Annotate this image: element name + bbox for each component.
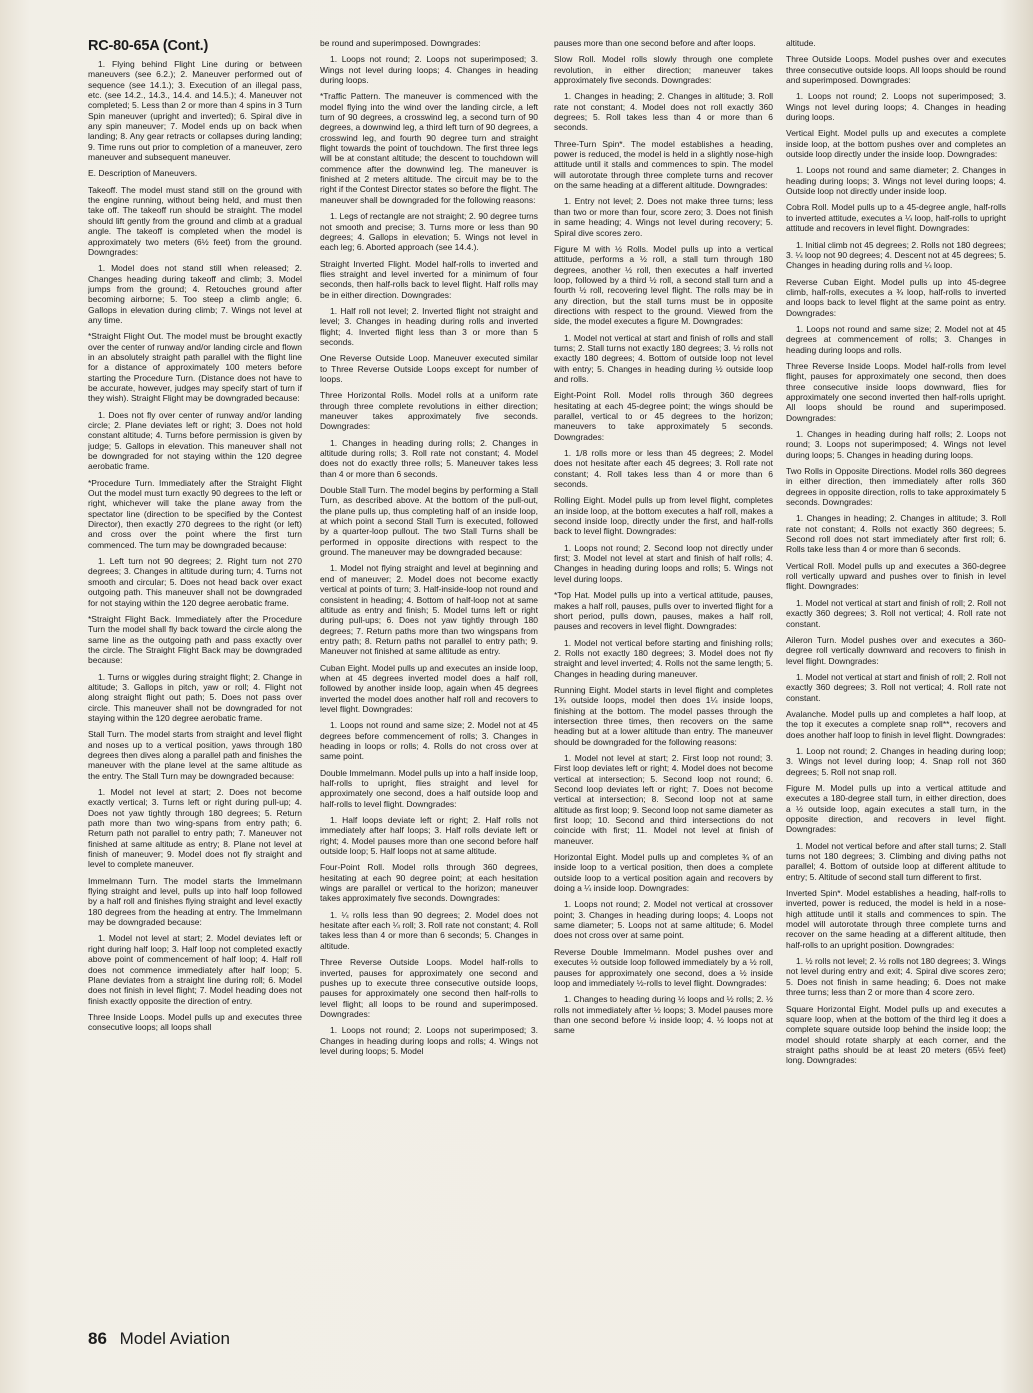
paragraph: 1. Initial climb not 45 degrees; 2. Rolls not 180 degrees; 3. ¼ loop not 90 degrees; 4. Descent not at 45 degrees; 5. Changes in heading during rolls and ¼ loop.	[786, 239, 1006, 271]
paragraph: 1. ½ rolls not level; 2. ½ rolls not 180 degrees; 3. Wings not level during entry and exit; 4. Spiral dive scores zero; 5. Does not finish in same heading; 6. Does not make three turns; less than 2 or more than 4 score zero.	[786, 956, 1006, 998]
paragraph: Cobra Roll. Model pulls up to a 45-degree angle, half-rolls to inverted attitude, executes a ¼ loop, half-rolls to upright attitude and recovers in level flight. Downgrades:	[786, 202, 1006, 234]
paragraph: 1. ¼ rolls less than 90 degrees; 2. Model does not hesitate after each ¼ roll; 3. Roll rate not constant; 4. Roll takes less than 4 or more than 6 seconds; 5. Changes in altitude.	[320, 909, 538, 951]
paragraph: 1. Left turn not 90 degrees; 2. Right turn not 270 degrees; 3. Changes in altitude during turn; 4. Turns not smooth and circular; 5. Does not head back over exact outgoing path. This maneuver shall not be downgraded for not staying within the 120 degree aerobatic frame.	[88, 556, 302, 608]
paragraph: 1. Does not fly over center of runway and/or landing circle; 2. Plane deviates left or right; 3. Does not hold constant altitude; 4. Turns before permission is given by judge; 5. Gallops in elevation. This maneuver shall not be downgraded for not staying within the 120 degree aerobatic frame.	[88, 409, 302, 472]
paragraph: Vertical Eight. Model pulls up and executes a complete inside loop, at the bottom pushes over and completes an outside loop directly under the inside loop. Downgrades:	[786, 128, 1006, 160]
paragraph: 1. Half loops deviate left or right; 2. Half rolls not immediately after half loops; 3. Half rolls deviate left or right; 4. Model pauses more than one second before half outside loop; 5. Half loops not at same altitude.	[320, 815, 538, 857]
paragraph: Figure M with ½ Rolls. Model pulls up into a vertical attitude, performs a ½ roll, a stall turn through 180 degrees, another ½ roll, then executes a half inverted loop, followed by a third ½ roll, a second stall turn and a fourth ½ roll, recovering level flight. The rolls may be in any direction, but the stall turns must be in opposite directions with respect to the ground. Viewed from the side, the model executes a figure M. Downgrades:	[554, 243, 773, 327]
paragraph: 1. Model not vertical at start and finish of rolls and stall turns; 2. Stall turns not exactly 180 degrees; 3. ½ rolls not exactly 180 degrees; 4. Bottom of outside loop not level with entry; 5. Changes in heading during ½ outside loop and rolls.	[554, 332, 773, 384]
paragraph: Vertical Roll. Model pulls up and executes a 360-degree roll vertically upward and pushes over to finish in level flight. Downgrades:	[786, 560, 1006, 592]
paragraph: Reverse Double Immelmann. Model pushes over and executes ½ outside loop followed immediately by a ½ roll, pauses for approximately one second, does a ½ inside loop and immediately ½-rolls to level flight. Downgrades:	[554, 946, 773, 988]
paragraph: 1. Loops not round; 2. Loops not superimposed; 3. Wings not level during loops; 4. Changes in heading during loops.	[320, 54, 538, 86]
paragraph: Reverse Cuban Eight. Model pulls up into 45-degree climb, half-rolls, executes a ¾ loop, half-rolls to inverted and loops back to level flight at the same point as entry. Downgrades:	[786, 276, 1006, 318]
text-column-3	[554, 38, 773, 1328]
paragraph: Running Eight. Model starts in level flight and completes 1¾ outside loops, model then does 1¼ inside loops, finishing at the bottom. The model passes through the intersection three times, then recovers on the same heading but at a lower altitude than entry. The maneuver should be downgraded for the following reasons:	[554, 684, 773, 747]
paragraph: Two Rolls in Opposite Directions. Model rolls 360 degrees in either direction, then immediately after rolls 360 degrees in opposite direction, rolls to take approximately 5 seconds. Downgrades:	[786, 466, 1006, 508]
paragraph: 1. Model not level at start; 2. Model deviates left or right during half loop; 3. Half loop not completed exactly above point of commencement of half loop; 4. Half roll does not commence immediately after half loop; 5. Plane deviates from a straight line during roll; 6. Model does not finish in level flight; 7. Model heading does not finish exactly opposite the direction of entry.	[88, 933, 302, 1006]
paragraph: Stall Turn. The model starts from straight and level flight and noses up to a vertical position, yaws through 180 degrees then dives along a parallel path and finishes the maneuver with the plane level at the same altitude as the entry. The Stall Turn may be downgraded because:	[88, 729, 302, 781]
paragraph: 1. Loops not round; 2. Model not vertical at crossover point; 3. Changes in heading during loops; 4. Loops not same diameter; 5. Loops not at same altitude; 6. Model does not cross over at same point.	[554, 899, 773, 941]
paragraph: Double Stall Turn. The model begins by performing a Stall Turn, as described above. At the bottom of the pull-out, the plane pulls up, thus completing half of an inside loop, at which point a second Stall Turn is executed, followed by a quarter-loop pullout. The two Stall Turns shall be performed in opposite directions with respect to the ground. The maneuver may be downgraded because:	[320, 485, 538, 558]
paragraph: Avalanche. Model pulls up and completes a half loop, at the top it executes a complete snap roll**, recovers and does another half loop to finish in level flight. Downgrades:	[786, 708, 1006, 740]
paragraph: 1. Loops not round and same diameter; 2. Changes in heading during loops; 3. Wings not level during loops; 4. Outside loop not directly under inside loop.	[786, 165, 1006, 197]
text-column-2	[320, 38, 538, 1328]
paragraph: Figure M. Model pulls up into a vertical attitude and executes a 180-degree stall turn, in either direction, does a ½ outside loop, again executes a stall turn, in the opposite direction, and recovers in level flight. Downgrades:	[786, 782, 1006, 835]
paragraph: E. Description of Maneuvers.	[88, 168, 198, 179]
paragraph: Three Reverse Inside Loops. Model half-rolls from level flight, pauses for approximately one second, then does three consecutive inside loops downward, flies for approximately one second inverted then half-rolls upright. All loops should be round and superimposed. Downgrades:	[786, 360, 1006, 423]
page-number: 86	[88, 1329, 107, 1348]
paragraph: 1. Model not level at start; 2. Does not become exactly vertical; 3. Turns left or right during pull-up; 4. Does not yaw tightly through 180 degrees; 5. Return path more than two wing-spans from entry path; 6. Return path not parallel to entry path; 7. Maneuver not finished at same altitude as entry; 8. Plane not level at finish of maneuver; 9. Model does not fly straight and level to complete maneuver.	[88, 787, 302, 870]
paragraph: Eight-Point Roll. Model rolls through 360 degrees hesitating at each 45-degree point; the wings should be parallel, vertical to or 45 degrees to the horizon; maneuvers to take approximately 5 seconds. Downgrades:	[554, 390, 773, 442]
paragraph: 1. Changes in heading; 2. Changes in altitude; 3. Roll rate not constant; 4. Model does not roll exactly 360 degrees; 5. Roll takes less than 4 or more than 6 seconds.	[554, 91, 773, 133]
paragraph: Three Reverse Outside Loops. Model half-rolls to inverted, pauses for approximately one second and pushes up to execute three consecutive outside loops, pauses for approximately one second then half-rolls to level flight; all loops to be round and superimposed. Downgrades:	[320, 957, 538, 1019]
paragraph: One Reverse Outside Loop. Maneuver executed similar to Three Reverse Outside Loops except for number of loops.	[320, 353, 538, 384]
paragraph: 1. Model not level at start; 2. First loop not round; 3. First loop deviates left or right; 4. Model does not become vertical at intersection; 5. Second loop not round; 6. Second loop deviates left or right; 7. Does not become vertical at intersection; 8. Second loop not at same altitude as first loop; 9. Second loop not same diameter as first loop; 10. Second and third intersections do not coincide with first; 11. Model not level at finish of maneuver.	[554, 752, 773, 846]
paragraph: *Top Hat. Model pulls up into a vertical attitude, pauses, makes a half roll, pauses, pulls over to inverted flight for a short period, pulls down, pauses, makes a half roll, pauses and recovers in level flight. Downgrades:	[554, 590, 773, 632]
paragraph: altitude.	[786, 38, 816, 48]
text-column-1	[88, 38, 302, 1328]
paragraph: Horizontal Eight. Model pulls up and completes ¾ of an inside loop to a vertical position, then does a complete outside loop to a vertical position again and recovers by doing a ¼ inside loop. Downgrades:	[554, 852, 773, 894]
paragraph: 1. Changes in heading; 2. Changes in altitude; 3. Roll rate not constant; 4. Rolls not exactly 360 degrees; 5. Second roll does not start immediately after first roll; 6. Rolls take less than 4 or more than 6 seconds.	[786, 513, 1006, 555]
paragraph: 1. Legs of rectangle are not straight; 2. 90 degree turns not smooth and precise; 3. Turns more or less than 90 degrees; 4. Gallops in elevation; 5. Wings not level in each leg; 6. Aborted approach (see 14.4.).	[320, 211, 538, 253]
paragraph: Cuban Eight. Model pulls up and executes an inside loop, when at 45 degrees inverted model does a half roll, followed by another inside loop, again when 45 degrees inverted the model does another half roll and recovers to level flight. Downgrades:	[320, 662, 538, 714]
paragraph: 1. Model not vertical before starting and finishing rolls; 2. Rolls not exactly 180 degrees; 3. Model does not fly straight and level inverted; 4. Rolls not the same length; 5. Changes in heading during maneuver.	[554, 637, 773, 679]
paragraph: *Procedure Turn. Immediately after the Straight Flight Out the model must turn exactly 90 degrees to the left or right, whichever will take the plane away from the spectator line (direction to be specified by the Contest Director), then exactly 270 degrees to the right (or left) and cross over the point where the first turn commenced. The turn may be downgraded because:	[88, 477, 302, 550]
paragraph: 1. Changes to heading during ½ loops and ½ rolls; 2. ½ rolls not immediately after ½ loops; 3. Model pauses more than one second before ½ inside loop; 4. ½ loops not at same	[554, 994, 773, 1036]
paragraph: Three-Turn Spin*. The model establishes a heading, power is reduced, the model is held in a slightly nose-high attitude until it stalls and commences to spin. The model will autorotate through three complete turns and recover on the same heading at a different altitude. Downgrades:	[554, 138, 773, 191]
paragraph: 1. Changes in heading during rolls; 2. Changes in altitude during rolls; 3. Roll rate not constant; 4. Model does not do exactly three rolls; 5. Maneuver takes less than 4 or more than 6 seconds.	[320, 437, 538, 479]
paragraph: Three Inside Loops. Model pulls up and executes three consecutive loops; all loops shall	[88, 1011, 302, 1033]
paragraph: Takeoff. The model must stand still on the ground with the engine running, without being held, and must then take off. The takeoff run should be straight. The model should lift gently from the ground and climb at a gradual angle. The takeoff is completed when the model is approximately two meters (6½ feet) from the ground. Downgrades:	[88, 184, 302, 257]
paragraph: 1. Changes in heading during half rolls; 2. Loops not round; 3. Loops not superimposed; 4. Wings not level during loops; 5. Changes in heading during loops.	[786, 429, 1006, 460]
paragraph: Immelmann Turn. The model starts the Immelmann flying straight and level, pulls up into half loop followed by a half roll and finishes flying straight and level exactly 180 degrees from the heading at entry. The Immelmann may be downgraded because:	[88, 875, 302, 928]
paragraph: 1. Model not vertical at start and finish of roll; 2. Roll not exactly 360 degrees; 3. Roll not vertical; 4. Roll rate not constant.	[786, 671, 1006, 703]
paragraph: 1. Loop not round; 2. Changes in heading during loop; 3. Wings not level during loop; 4. Snap roll not 360 degrees; 5. Roll not snap roll.	[786, 745, 1006, 777]
paragraph: 1. Loops not round; 2. Second loop not directly under first; 3. Model not level at start and finish of half rolls; 4. Changes in heading during loops and rolls; 5. Wings not level during loops.	[554, 542, 773, 584]
paragraph: Square Horizontal Eight. Model pulls up and executes a square loop, when at the bottom of the third leg it does a complete square outside loop behind the inside loop; the model should rotate sharply at each corner, and the straight paths should be at least 20 meters (65½ feet) long. Downgrades:	[786, 1003, 1006, 1066]
paragraph: Straight Inverted Flight. Model half-rolls to inverted and flies straight and level inverted for a minimum of four seconds, then half-rolls back to level flight. Half rolls may be in either direction. Downgrades:	[320, 258, 538, 300]
paragraph: 1. Turns or wiggles during straight flight; 2. Change in altitude; 3. Gallops in pitch, yaw or roll; 4. Flight not along straight flight out path; 5. Does not pass over circle. This maneuver shall not be downgraded for not staying within the 120 degree aerobatic frame.	[88, 671, 302, 723]
paragraph: 1. Loops not round; 2. Loops not superimposed; 3. Changes in heading during loops and rolls; 4. Wings not level during loops; 5. Model	[320, 1025, 538, 1056]
paragraph: Three Horizontal Rolls. Model rolls at a uniform rate through three complete revolutions in either direction; maneuver takes approximately five seconds. Downgrades:	[320, 390, 538, 432]
text-column-4	[786, 38, 1006, 1328]
paragraph: pauses more than one second before and after loops.	[554, 38, 756, 48]
paragraph: *Straight Flight Out. The model must be brought exactly over the center of runway and/or landing circle and flown in an absolutely straight path parallel with the flight line for a distance of approximately 100 meters before starting the Procedure Turn. (Distance does not have to be accurate, however, judges may specify start of turn if they wish). Straight Flight may be downgraded because:	[88, 331, 302, 404]
paragraph: Slow Roll. Model rolls slowly through one complete revolution, in either direction; maneuver takes approximately five seconds. Downgrades:	[554, 54, 773, 86]
paragraph: Four-Point Roll. Model rolls through 360 degrees, hesitating at each 90 degree point; at each hesitation wings are parallel or vertical to the horizon; maneuver takes approximately five seconds. Downgrades:	[320, 862, 538, 904]
paragraph: 1. Model does not stand still when released; 2. Changes heading during takeoff and climb; 3. Model jumps from the ground; 4. Retouches ground after becoming airborne; 5. Too steep a climb angle; 6. Gallops in elevation during climb; 7. Wings not level at any time.	[88, 263, 302, 325]
paragraph: 1. Loops not round; 2. Loops not superimposed; 3. Wings not level during loops; 4. Changes in heading during loops.	[786, 91, 1006, 123]
paragraph: 1. Half roll not level; 2. Inverted flight not straight and level; 3. Changes in heading during rolls and inverted flight; 4. Inverted flight less than 3 or more than 5 seconds.	[320, 305, 538, 347]
paragraph: 1. Model not vertical at start and finish of roll; 2. Roll not exactly 360 degrees; 3. Roll not vertical; 4. Roll rate not constant.	[786, 597, 1006, 629]
paragraph: *Straight Flight Back. Immediately after the Procedure Turn the model shall fly back toward the circle along the same line as the outgoing path and pass exactly over the circle. The Straight Flight Back may be downgraded because:	[88, 613, 302, 666]
paragraph: 1. Loops not round and same size; 2. Model not at 45 degrees at commencement of rolls; 3. Changes in heading during loops and rolls.	[786, 323, 1006, 355]
paragraph: Three Outside Loops. Model pushes over and executes three consecutive outside loops. All loops should be round and superimposed. Downgrades:	[786, 54, 1006, 86]
paragraph: Double Immelmann. Model pulls up into a half inside loop, half-rolls to upright, flies straight and level for approximately one second, does a half outside loop and half-rolls to level flight. Downgrades:	[320, 767, 538, 809]
paragraph: Inverted Spin*. Model establishes a heading, half-rolls to inverted, power is reduced, the model is held in a nose-high attitude until it stalls and commences to spin. The model will autorotate through three complete turns and recover on the same heading at a different altitude, then half-rolls to an upright position. Downgrades:	[786, 888, 1006, 950]
publication-name: Model Aviation	[119, 1329, 230, 1348]
paragraph: Aileron Turn. Model pushes over and executes a 360-degree roll vertically downward and recovers to finish in level flight. Downgrades:	[786, 634, 1006, 666]
paragraph: 1. Flying behind Flight Line during or between maneuvers (see 6.2.); 2. Maneuver performed out of sequence (see 14.1.); 3. Execution of an illegal pass, etc. (see 14.2., 14.3., 14.4. and 14.5.); 4. Maneuver not completed; 5. Less than 2 or more than 4 spins in 3 Turn Spin maneuver (upright and inverted); 6. Spiral dive in any spin maneuver; 7. Model ends up on back when landing; 8. Any gear retracts or collapses during landing; 9. Time runs out prior to completion of a maneuver, zero maneuver and subsequent maneuver.	[88, 59, 302, 163]
paragraph: Rolling Eight. Model pulls up from level flight, completes an inside loop, at the bottom executes a half roll, makes a second inside loop, directly under the first, and half-rolls back to level flight. Downgrades:	[554, 495, 773, 537]
page-footer	[88, 1328, 230, 1350]
paragraph: 1. 1/8 rolls more or less than 45 degrees; 2. Model does not hesitate after each 45 degrees; 3. Roll rate not constant; 4. Roll takes less than 4 or more than 6 seconds.	[554, 448, 773, 490]
paragraph: be round and superimposed. Downgrades:	[320, 38, 481, 48]
paragraph: *Traffic Pattern. The maneuver is commenced with the model flying into the wind over the landing circle, a left turn of 90 degrees, a crosswind leg, a second turn of 90 degrees, a downwind leg, a third left turn of 90 degrees, a crosswind leg, and fourth 90 degree turn and straight flight towards the point of touchdown. The first three legs will be at constant altitude; the descent to touchdown will commence after the downwind leg. The maneuver is finished at 2 meters altitude. The circuit may be to the right if the Contest Director states so before the flight. The maneuver shall be downgraded for the following reasons:	[320, 91, 538, 205]
paragraph: 1. Model not vertical before and after stall turns; 2. Stall turns not 180 degrees; 3. Climbing and diving paths not parallel; 4. Bottom of outside loop at different altitude to entry; 5. Altitude of second stall turn different to first.	[786, 840, 1006, 882]
paragraph: 1. Entry not level; 2. Does not make three turns; less than two or more than four, score zero; 3. Does not finish in same heading; 4. Wings not level during recovery; 5. Spiral dive scores zero.	[554, 196, 773, 238]
paragraph: 1. Loops not round and same size; 2. Model not at 45 degrees before commencement of rolls; 3. Changes in heading in loops or rolls; 4. Rolls do not cross over at same point.	[320, 720, 538, 762]
paragraph: 1. Model not flying straight and level at beginning and end of maneuver; 2. Model does not become exactly vertical at points of turn; 3. Half-inside-loop not round and consistent in heading; 4. Bottom of half-loop not at same altitude as entry and finish; 5. Model turns left or right during pull-ups; 6. Does not yaw tightly through 180 degrees; 7. Return paths more than two wingspans from entry path; 8. Return paths not parallel to entry path; 9. Maneuver not finished at same altitude as entry.	[320, 563, 538, 657]
section-heading: RC-80-65A (Cont.)	[88, 38, 209, 54]
